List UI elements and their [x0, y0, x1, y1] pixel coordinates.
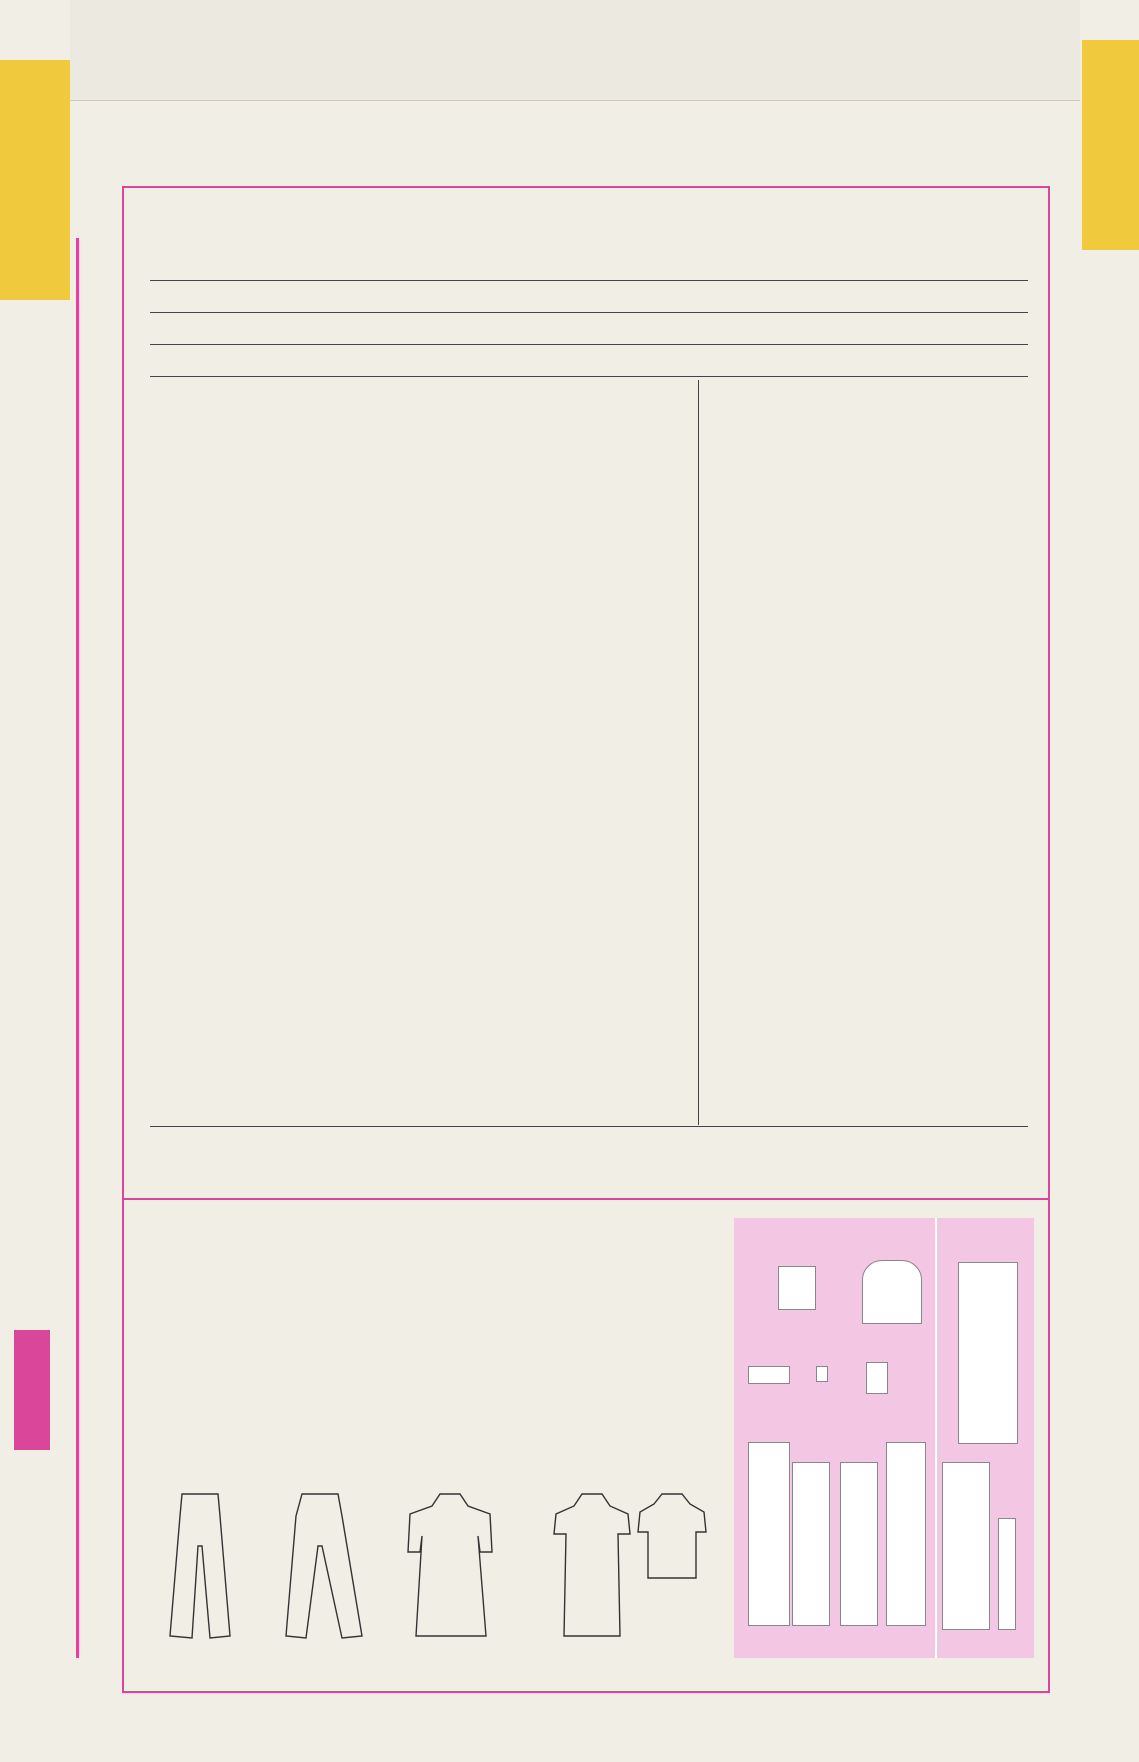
piece-front — [886, 1442, 926, 1626]
piece-waistband — [998, 1518, 1016, 1630]
piece-side-back — [792, 1462, 830, 1626]
piece-sleeve — [862, 1260, 922, 1324]
divider — [150, 376, 1028, 377]
column-divider — [698, 380, 699, 1125]
divider — [150, 344, 1028, 345]
divider — [150, 1126, 1028, 1127]
dress-v2-sketch — [408, 1494, 492, 1636]
pieces-divider — [935, 1218, 937, 1658]
divider — [150, 280, 1028, 281]
divider — [150, 312, 1028, 313]
piece-pants-back — [958, 1262, 1018, 1444]
piece-front-facing — [866, 1362, 888, 1394]
piece-back — [748, 1442, 790, 1626]
piece-tab — [816, 1366, 828, 1382]
copyright-side-text — [1052, 230, 1074, 1630]
tape-right — [1082, 40, 1139, 250]
piece-pants-front — [942, 1462, 990, 1630]
envelope-flap — [70, 0, 1080, 101]
divider — [122, 1198, 1048, 1200]
piece-pocket — [778, 1266, 816, 1310]
piece-side-front — [840, 1462, 878, 1626]
tunic-v3-sketch — [638, 1494, 706, 1578]
piece-collar — [748, 1366, 790, 1384]
pants-back-sketch — [170, 1494, 230, 1638]
pants-front-sketch — [286, 1494, 362, 1638]
garment-sketches — [130, 1486, 720, 1666]
dress-v1-sketch — [554, 1494, 630, 1636]
quick-measure-label — [14, 1330, 50, 1450]
